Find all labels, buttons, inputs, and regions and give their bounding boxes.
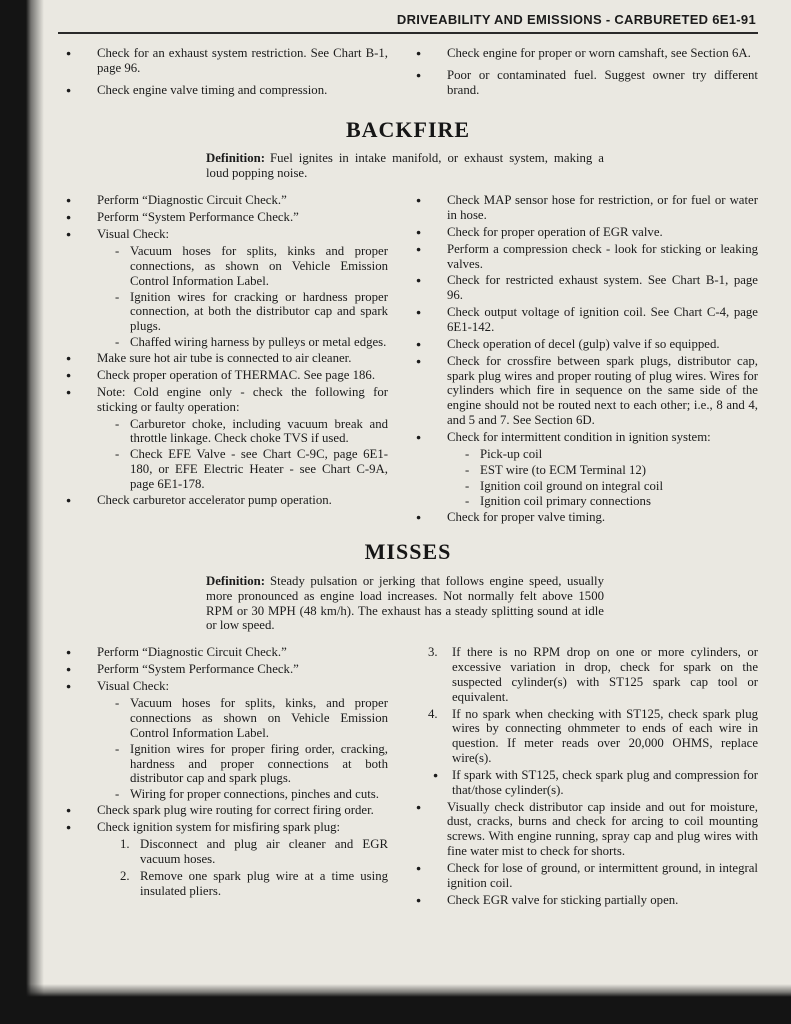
list-item bbox=[58, 803, 388, 818]
list-item bbox=[58, 368, 388, 383]
misses-definition-paragraph bbox=[206, 574, 604, 633]
list-item-text: Check MAP sensor hose for restriction, or for fuel or water in hose. bbox=[447, 192, 758, 222]
list-item bbox=[408, 510, 758, 525]
list-item-text: Check proper operation of THERMAC. See page 186. bbox=[97, 367, 376, 382]
dash-marker: - bbox=[115, 335, 120, 350]
number-label: 3. bbox=[428, 645, 438, 660]
list-item bbox=[58, 244, 388, 289]
list-item bbox=[408, 893, 758, 908]
list-item-text: Check spark plug wire routing for correct firing order. bbox=[97, 803, 374, 818]
backfire-definition-text: Fuel ignites in intake manifold, or exhaust system, making a loud popping noise. bbox=[206, 151, 604, 181]
number-label: 2. bbox=[120, 868, 130, 883]
list-item bbox=[408, 463, 758, 478]
list-item bbox=[58, 210, 388, 225]
bullet-icon: ● bbox=[66, 228, 72, 239]
page-edge-shadow-bottom bbox=[0, 984, 791, 1024]
bullet-icon: ● bbox=[66, 352, 72, 363]
bullet-icon: ● bbox=[416, 355, 422, 366]
bullet-icon: ● bbox=[416, 431, 422, 442]
bullet-icon: ● bbox=[66, 681, 72, 692]
list-item bbox=[408, 242, 758, 272]
list-item-text: If no spark when checking with ST125, check spark plug wires by connecting ohmmeter to ends of each wire in question. If meter reads over 20,000 OHMS, replace wire(s). bbox=[452, 706, 758, 766]
misses-section bbox=[58, 645, 758, 910]
list-item bbox=[58, 820, 388, 835]
dash-marker: - bbox=[465, 446, 470, 461]
page-content bbox=[58, 12, 758, 910]
list-item bbox=[58, 385, 388, 415]
list-item bbox=[408, 768, 758, 798]
bullet-icon: ● bbox=[416, 226, 422, 237]
bullet-icon: ● bbox=[416, 894, 422, 905]
backfire-left-column bbox=[58, 193, 388, 527]
list-item bbox=[408, 273, 758, 303]
bullet-icon: ● bbox=[416, 863, 422, 874]
backfire-section-title: BACKFIRE bbox=[345, 116, 471, 142]
list-item bbox=[58, 696, 388, 741]
backfire-definition-paragraph bbox=[206, 151, 604, 181]
list-item-text: Check for proper operation of EGR valve. bbox=[447, 224, 663, 239]
top-section-left-column bbox=[58, 46, 388, 105]
list-item-text: Perform “System Performance Check.” bbox=[97, 209, 299, 224]
list-item bbox=[408, 46, 758, 61]
list-item-text: Wiring for proper connections, pinches and cuts. bbox=[130, 787, 379, 802]
list-item bbox=[58, 787, 388, 802]
list-item bbox=[408, 707, 758, 766]
list-item-text: Remove one spark plug wire at a time using insulated pliers. bbox=[140, 868, 388, 898]
list-item bbox=[58, 46, 388, 76]
backfire-right-column bbox=[408, 193, 758, 527]
list-item-text: Poor or contaminated fuel. Suggest owner try different brand. bbox=[447, 68, 758, 97]
list-item bbox=[58, 837, 388, 867]
list-item-text: Perform “System Performance Check.” bbox=[97, 662, 299, 677]
dash-marker: - bbox=[115, 741, 120, 756]
dash-marker: - bbox=[465, 462, 470, 477]
bullet-icon: ● bbox=[416, 48, 422, 59]
list-item-text: Note: Cold engine only - check the following for sticking or faulty operation: bbox=[97, 384, 388, 414]
list-item bbox=[408, 354, 758, 428]
list-item bbox=[58, 869, 388, 899]
bullet-icon: ● bbox=[416, 338, 422, 349]
list-item-text: If spark with ST125, check spark plug and compression for that/those cylinder(s). bbox=[452, 767, 758, 797]
list-item bbox=[58, 679, 388, 694]
list-item bbox=[58, 493, 388, 508]
list-item-text: Ignition coil ground on integral coil bbox=[480, 478, 664, 493]
number-label: 4. bbox=[428, 706, 438, 721]
list-item bbox=[408, 861, 758, 891]
list-item-text: Check for proper valve timing. bbox=[447, 510, 606, 525]
bullet-icon: ● bbox=[66, 494, 72, 505]
page-header bbox=[58, 12, 758, 27]
list-item-text: Check for lose of ground, or intermittent ground, in integral ignition coil. bbox=[447, 861, 758, 890]
bullet-icon: ● bbox=[66, 84, 72, 95]
number-label: 1. bbox=[120, 837, 130, 852]
misses-section-title: MISSES bbox=[364, 539, 452, 565]
dash-marker: - bbox=[115, 447, 120, 462]
list-item-text: Check for crossfire between spark plugs, distributor cap, spark plug wires and proper routing of plug wires. Wires for cylinders which fire in sequence on the same side of the engine should not be routed next to each other; i.e., 8 and 4, and 5 and 7. See Section 6D. bbox=[447, 353, 758, 428]
header-rule bbox=[58, 32, 758, 34]
list-item-text: Vacuum hoses for splits, kinks, and proper connections as shown on Vehicle Emission Control Information Label. bbox=[130, 696, 388, 740]
list-item-text: Visual Check: bbox=[97, 679, 170, 694]
dash-marker: - bbox=[115, 243, 120, 258]
list-item-text: Check output voltage of ignition coil. See Chart C-4, page 6E1-142. bbox=[447, 305, 758, 334]
list-item bbox=[408, 225, 758, 240]
dash-marker: - bbox=[115, 696, 120, 711]
bullet-icon: ● bbox=[66, 822, 72, 833]
bullet-icon: ● bbox=[416, 801, 422, 812]
list-item bbox=[58, 662, 388, 677]
list-item-text: If there is no RPM drop on one or more cylinders, or excessive variation in drop, check for spark on the suspected cylinder(s) with ST125 spark cap tool or equivalent. bbox=[452, 645, 758, 704]
bullet-icon: ● bbox=[416, 70, 422, 81]
list-item bbox=[408, 305, 758, 335]
list-item-text: Disconnect and plug air cleaner and EGR vacuum hoses. bbox=[140, 837, 388, 866]
list-item bbox=[408, 479, 758, 494]
misses-definition-text: Steady pulsation or jerking that follows engine speed, usually more pronounced as engine load increases. Not normally felt above 1500 RPM or 30 MPH (48 km/h). The exhaust has a steady splitting sound at idle or low speed. bbox=[206, 573, 604, 633]
list-item bbox=[58, 83, 388, 98]
list-item-text: Pick-up coil bbox=[480, 446, 543, 461]
list-item-text: Visually check distributor cap inside and out for moisture, dust, cracks, burns and check for arcing to coil mounting screws. With engine running, spray cap and plug wires with fine water mist to check for shorts. bbox=[447, 799, 758, 859]
list-item-text: Perform “Diagnostic Circuit Check.” bbox=[97, 192, 287, 207]
top-section bbox=[58, 46, 758, 105]
list-item-text: Ignition wires for cracking or hardness proper connection, at both the distributor cap and spark plugs. bbox=[130, 289, 388, 334]
list-item bbox=[408, 68, 758, 98]
list-item bbox=[58, 227, 388, 242]
bullet-icon: ● bbox=[66, 647, 72, 658]
backfire-definition-label: Definition: bbox=[206, 151, 266, 166]
list-item bbox=[58, 417, 388, 447]
list-item bbox=[408, 447, 758, 462]
bullet-icon: ● bbox=[66, 664, 72, 675]
list-item-text: Check ignition system for misfiring spark plug: bbox=[97, 820, 341, 835]
bullet-icon: ● bbox=[66, 211, 72, 222]
list-item-text: Perform a compression check - look for sticking or leaking valves. bbox=[447, 241, 758, 271]
list-item-text: Carburetor choke, including vacuum break and throttle linkage. Check choke TVS if used. bbox=[130, 416, 388, 446]
list-item bbox=[408, 430, 758, 445]
bullet-icon: ● bbox=[416, 194, 422, 205]
list-item bbox=[58, 290, 388, 335]
list-item-text: Visual Check: bbox=[97, 226, 170, 241]
list-item-text: Check EFE Valve - see Chart C-9C, page 6E1-180, or EFE Electric Heater - see Chart C-9A, page 6E1-178. bbox=[130, 447, 388, 491]
list-item-text: Check carburetor accelerator pump operation. bbox=[97, 492, 332, 507]
list-item bbox=[408, 645, 758, 704]
list-item bbox=[58, 351, 388, 366]
bullet-icon: ● bbox=[433, 769, 439, 780]
dash-marker: - bbox=[115, 416, 120, 431]
list-item-text: Vacuum hoses for splits, kinks and proper connections, as shown on Vehicle Emission Control Information Label. bbox=[130, 243, 388, 288]
list-item bbox=[58, 335, 388, 350]
page-header-title: DRIVEABILITY AND EMISSIONS - CARBURETED 6E1-91 bbox=[396, 12, 756, 27]
list-item-text: Check for restricted exhaust system. See Chart B-1, page 96. bbox=[447, 273, 758, 303]
list-item bbox=[408, 800, 758, 859]
list-item-text: Check for intermittent condition in ignition system: bbox=[447, 429, 711, 444]
list-item bbox=[58, 193, 388, 208]
list-item bbox=[58, 742, 388, 787]
bullet-icon: ● bbox=[416, 275, 422, 286]
list-item-text: Check engine for proper or worn camshaft, see Section 6A. bbox=[447, 46, 751, 61]
bullet-icon: ● bbox=[416, 512, 422, 523]
bullet-icon: ● bbox=[416, 243, 422, 254]
list-item-text: Chaffed wiring harness by pulleys or metal edges. bbox=[130, 335, 387, 350]
bullet-icon: ● bbox=[66, 805, 72, 816]
bullet-icon: ● bbox=[66, 48, 72, 59]
dash-marker: - bbox=[465, 478, 470, 493]
bullet-icon: ● bbox=[66, 369, 72, 380]
misses-definition-label: Definition: bbox=[206, 573, 266, 588]
list-item bbox=[408, 494, 758, 509]
bullet-icon: ● bbox=[66, 194, 72, 205]
misses-left-column bbox=[58, 645, 388, 910]
list-item bbox=[58, 645, 388, 660]
list-item-text: Check engine valve timing and compression. bbox=[97, 82, 328, 97]
list-item-text: Make sure hot air tube is connected to air cleaner. bbox=[97, 350, 352, 365]
page-binding-shadow-left bbox=[0, 0, 44, 1024]
bullet-icon: ● bbox=[416, 307, 422, 318]
list-item bbox=[408, 337, 758, 352]
top-section-right-column bbox=[408, 46, 758, 105]
list-item-text: Ignition coil primary connections bbox=[480, 494, 651, 509]
backfire-section bbox=[58, 193, 758, 527]
list-item-text: Check for an exhaust system restriction. See Chart B-1, page 96. bbox=[97, 46, 388, 75]
list-item-text: Check operation of decel (gulp) valve if so equipped. bbox=[447, 336, 720, 351]
misses-right-column bbox=[408, 645, 758, 910]
list-item-text: Ignition wires for proper firing order, cracking, hardness and proper connections at both distributor cap and spark plugs. bbox=[130, 741, 388, 786]
dash-marker: - bbox=[465, 494, 470, 509]
bullet-icon: ● bbox=[66, 386, 72, 397]
dash-marker: - bbox=[115, 787, 120, 802]
list-item-text: Check EGR valve for sticking partially open. bbox=[447, 892, 679, 907]
list-item-text: EST wire (to ECM Terminal 12) bbox=[480, 462, 647, 477]
list-item bbox=[408, 193, 758, 223]
list-item-text: Perform “Diagnostic Circuit Check.” bbox=[97, 645, 287, 660]
list-item bbox=[58, 447, 388, 492]
dash-marker: - bbox=[115, 289, 120, 304]
